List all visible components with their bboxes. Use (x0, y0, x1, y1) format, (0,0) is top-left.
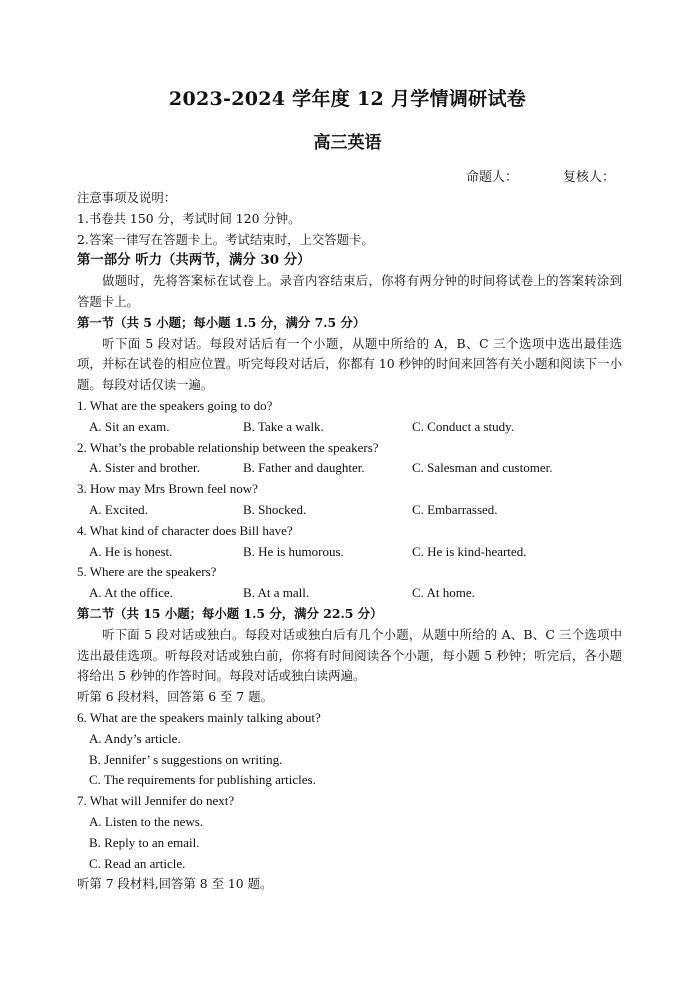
question-7-stem: 7. What will Jennifer do next? (77, 793, 235, 809)
notice-item-1: 1.书卷共 150 分，考试时间 120 分钟。 (77, 210, 301, 226)
question-2-option-c: C. Salesman and customer. (412, 460, 553, 476)
question-6-option-b: B. Jennifer’ s suggestions on writing. (89, 751, 283, 767)
question-6-option-a: A. Andy’s article. (89, 730, 181, 746)
question-2-option-b: B. Father and daughter. (243, 460, 365, 476)
question-2-options (77, 458, 622, 479)
question-1-options (77, 417, 622, 438)
question-4-options (77, 542, 622, 563)
exam-title: 2023-2024 学年度 12 月学情调研试卷 (168, 88, 527, 110)
question-1-option-a: A. Sit an exam. (89, 418, 170, 434)
author-label: 命题人： (466, 170, 519, 185)
question-3-options (77, 500, 622, 521)
question-6-stem: 6. What are the speakers mainly talking about? (77, 709, 321, 725)
question-1-stem: 1. What are the speakers going to do? (77, 397, 273, 413)
question-7-option-c: C. Read an article. (89, 855, 186, 871)
question-2-stem: 2. What’s the probable relationship between the speakers? (77, 439, 379, 455)
question-3-stem: 3. How may Mrs Brown feel now? (77, 481, 258, 497)
question-1-option-c: C. Conduct a study. (412, 418, 515, 434)
material-7-instruction: 听第 7 段材料,回答第 8 至 10 题。 (77, 876, 273, 892)
question-5-stem: 5. Where are the speakers? (77, 564, 217, 580)
question-4-option-b: B. He is humorous. (243, 543, 344, 559)
material-6-instruction: 听第 6 段材料，回答第 6 至 7 题。 (77, 689, 273, 705)
section1-intro: 听下面 5 段对话。每段对话后有一个小题，从题中所给的 A，B、C 三个选项中选出最佳选项，并标在试卷的相应位置。听完每段对话后，你都有 10 秒钟的时间来回答有关小题和阅读下一小题。每段对话仅读一遍。 (77, 335, 622, 393)
notice-heading: 注意事项及说明： (77, 190, 177, 205)
exam-subtitle: 高三英语 (313, 133, 382, 153)
question-5-option-a: A. At the office. (89, 585, 173, 601)
question-7-option-a: A. Listen to the news. (89, 813, 204, 829)
section2-intro: 听下面 5 段对话或独白。每段对话或独白后有几个小题，从题中所给的 A、B、C 三个选项中选出最佳选项。听每段对话或独白前，你将有时间阅读各个小题，每小题 5 秒钟；听完后，各小题将给出 5 秒钟的作答时间。每段对话或独白读两遍。 (77, 626, 622, 684)
notice-item-2: 2.答案一律写在答题卡上。考试结束时，上交答题卡。 (77, 231, 374, 247)
question-4-option-c: C. He is kind-hearted. (412, 543, 527, 559)
part1-heading: 第一部分 听力（共两节，满分 30 分） (77, 252, 311, 269)
question-2-option-a: A. Sister and brother. (89, 460, 200, 476)
section2-heading: 第二节（共 15 小题；每小题 1.5 分，满分 22.5 分） (77, 605, 383, 621)
reviewer-label: 复核人： (563, 170, 616, 185)
exam-body (77, 188, 622, 895)
question-4-option-a: A. He is honest. (89, 543, 173, 559)
section1-heading: 第一节（共 5 小题；每小题 1.5 分，满分 7.5 分） (77, 314, 366, 330)
question-1-option-b: B. Take a walk. (243, 418, 324, 434)
question-5-option-c: C. At home. (412, 585, 475, 601)
question-7-option-b: B. Reply to an email. (89, 834, 200, 850)
question-3-option-c: C. Embarrassed. (412, 501, 498, 517)
question-5-options (77, 583, 622, 604)
question-3-option-b: B. Shocked. (243, 501, 307, 517)
question-6-option-c: C. The requirements for publishing articles. (89, 772, 316, 788)
question-5-option-b: B. At a mall. (243, 585, 310, 601)
question-4-stem: 4. What kind of character does Bill have? (77, 522, 293, 538)
question-3-option-a: A. Excited. (89, 501, 148, 517)
part1-intro: 做题时，先将答案标在试卷上。录音内容结束后，你将有两分钟的时间将试卷上的答案转涂到答题卡上。 (77, 273, 622, 309)
